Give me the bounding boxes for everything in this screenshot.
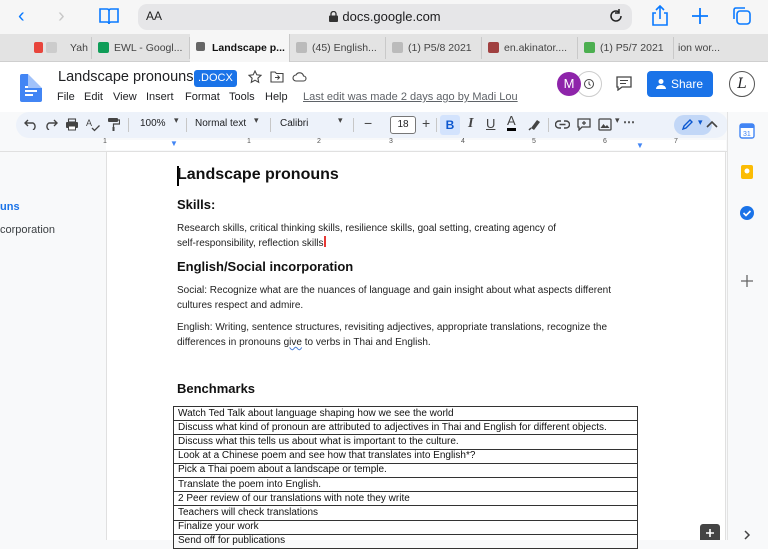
share-label: Share: [671, 77, 704, 91]
menu-view[interactable]: View: [113, 91, 137, 103]
paragraph-style-select[interactable]: Normal text: [195, 118, 247, 129]
svg-text:A: A: [86, 118, 93, 128]
insert-link-icon[interactable]: [555, 120, 570, 129]
italic-button[interactable]: I: [468, 116, 474, 131]
user-avatar[interactable]: M: [557, 72, 581, 96]
table-row: [174, 421, 638, 435]
tab-label: EWL - Googl...: [114, 42, 183, 54]
table-cell[interactable]: Send off for publications: [174, 534, 638, 548]
menu-tools[interactable]: Tools: [229, 91, 255, 103]
document-heading[interactable]: Landscape pronouns: [177, 166, 339, 183]
url-text: docs.google.com: [138, 9, 632, 24]
toolbar-divider: [548, 118, 549, 132]
menu-edit[interactable]: Edit: [84, 91, 103, 103]
tab-ewl[interactable]: [92, 37, 190, 59]
outline-item-heading[interactable]: uns: [0, 201, 20, 213]
toolbar-divider: [186, 118, 187, 132]
tab-p5-7[interactable]: [578, 37, 674, 59]
tab-favicon-icon: [584, 42, 595, 53]
tab-label: (45) English...: [312, 42, 377, 54]
table-cell[interactable]: Look at a Chinese poem and see how that translates into English*?: [174, 449, 638, 463]
yahoo-favicon-icon: [34, 42, 43, 53]
english-paragraph[interactable]: [177, 320, 625, 350]
table-row: [174, 463, 638, 477]
table-cell[interactable]: Translate the poem into English.: [174, 477, 638, 491]
ruler-number: 6: [603, 138, 607, 145]
table-row: [174, 407, 638, 421]
document-title[interactable]: Landscape pronouns: [58, 69, 194, 85]
text-color-button[interactable]: A: [507, 114, 516, 131]
tab-label: en.akinator....: [504, 42, 568, 54]
add-comment-icon[interactable]: [577, 118, 591, 131]
address-bar[interactable]: [138, 4, 632, 30]
docs-logo-icon[interactable]: [20, 74, 42, 102]
person-add-icon: [655, 78, 667, 90]
ruler-number: 7: [674, 138, 678, 145]
tab-label: (1) P5/8 2021: [408, 42, 472, 54]
explore-icon: [705, 528, 715, 538]
tasks-icon[interactable]: [739, 205, 755, 221]
skills-paragraph[interactable]: [177, 221, 625, 251]
table-row: [174, 534, 638, 548]
zoom-select[interactable]: 100%: [140, 118, 166, 129]
move-folder-icon[interactable]: [270, 70, 284, 83]
tab-favicon-icon: [46, 42, 57, 53]
tab-landscape-pronouns[interactable]: [190, 34, 290, 62]
star-icon[interactable]: [248, 70, 262, 84]
close-tab-icon[interactable]: [196, 42, 205, 51]
ruler-number: 1: [247, 138, 251, 145]
ruler: [0, 138, 727, 152]
ruler-number: 3: [389, 138, 393, 145]
chevron-down-icon[interactable]: ▾: [338, 115, 343, 125]
tabs-overview-icon[interactable]: [732, 6, 752, 26]
explore-button[interactable]: [700, 524, 720, 540]
increase-font-size-button[interactable]: +: [422, 115, 431, 131]
table-cell[interactable]: Watch Ted Talk about language shaping how we see the world: [174, 407, 638, 421]
forward-icon[interactable]: ›: [58, 5, 65, 27]
table-cell[interactable]: Teachers will check translations: [174, 506, 638, 520]
table-cell[interactable]: 2 Peer review of our translations with note they write: [174, 492, 638, 506]
insert-image-icon[interactable]: [598, 118, 612, 131]
skills-line-2: self-responsibility, reflection skills: [177, 238, 324, 249]
paint-format-icon[interactable]: [107, 117, 120, 132]
tab-akinator[interactable]: [482, 37, 578, 59]
toolbar-divider: [128, 118, 129, 132]
chevron-down-icon[interactable]: ▾: [615, 115, 620, 125]
collaborator-cursor: [324, 236, 326, 247]
chevron-down-icon: ▾: [698, 117, 703, 127]
menu-insert[interactable]: Insert: [146, 91, 174, 103]
tab-english[interactable]: [290, 37, 386, 59]
skills-heading[interactable]: Skills:: [177, 197, 216, 212]
tab-label: Yah: [70, 42, 88, 54]
tab-label: Landscape p...: [212, 42, 285, 54]
english-text-start: English: Writing, sentence structures, revisiting adjectives, appropriate translations, recognize the differences in pronouns: [177, 322, 608, 348]
browser-toolbar: [0, 0, 768, 34]
right-indent-marker-icon[interactable]: ▼: [636, 141, 644, 150]
new-tab-icon[interactable]: [691, 7, 709, 25]
english-text-end: to verbs in Thai and English.: [301, 337, 431, 348]
table-cell[interactable]: Pick a Thai poem about a landscape or temple.: [174, 463, 638, 477]
document-page[interactable]: [106, 152, 726, 547]
spellcheck-icon[interactable]: [86, 117, 101, 132]
akinator-favicon-icon: [488, 42, 499, 53]
tab-favicon-icon: [296, 42, 307, 53]
menu-file[interactable]: File: [57, 91, 75, 103]
skills-line-1: Research skills, critical thinking skills, resilience skills, goal setting, creating agency of: [177, 223, 557, 234]
tab-label: (1) P5/7 2021: [600, 42, 664, 54]
more-options-icon[interactable]: ⋯: [623, 115, 635, 129]
redo-icon[interactable]: [44, 119, 58, 130]
formatting-toolbar: [16, 112, 728, 138]
last-edit-link[interactable]: Last edit was made 2 days ago by Madi Lou: [303, 91, 518, 103]
undo-icon[interactable]: [24, 119, 38, 130]
table-row: [174, 435, 638, 449]
font-select[interactable]: Calibri: [280, 118, 309, 129]
table-cell[interactable]: Finalize your work: [174, 520, 638, 534]
table-cell[interactable]: Discuss what kind of pronoun are attributed to adjectives in Thai and English for different objects.: [174, 421, 638, 435]
docs-header: [0, 62, 768, 112]
toolbar-divider: [436, 118, 437, 132]
comments-icon[interactable]: [616, 76, 632, 91]
outline-item-incorporation[interactable]: corporation: [0, 224, 56, 236]
add-addon-icon[interactable]: [740, 274, 754, 288]
show-side-panel-icon[interactable]: [743, 530, 751, 540]
pencil-icon: [681, 119, 693, 131]
tab-word[interactable]: [674, 37, 768, 59]
drive-icon: [98, 42, 109, 53]
ruler-number: 1: [103, 138, 107, 145]
share-button[interactable]: [647, 71, 713, 97]
table-cell[interactable]: Discuss what this tells us about what is important to the culture.: [174, 435, 638, 449]
file-type-badge: .DOCX: [194, 70, 237, 87]
share-icon[interactable]: [650, 5, 670, 27]
document-outline: [0, 152, 106, 540]
ruler-number: 2: [317, 138, 321, 145]
keep-icon[interactable]: [739, 164, 755, 180]
collapse-toolbar-icon[interactable]: [706, 120, 718, 128]
underline-button[interactable]: U: [486, 116, 496, 131]
ruler-number: 4: [461, 138, 465, 145]
history-icon: [583, 78, 595, 90]
chevron-down-icon[interactable]: ▾: [254, 115, 259, 125]
social-paragraph[interactable]: Social: Recognize what are the nuances of language and gain insight about what aspects different cultures respect and admire.: [177, 285, 611, 311]
benchmarks-table[interactable]: [173, 406, 638, 549]
svg-text:31: 31: [743, 131, 751, 138]
bold-button[interactable]: B: [440, 115, 460, 135]
bookmarks-icon[interactable]: [98, 7, 120, 25]
toolbar-divider: [353, 118, 354, 132]
text-size-button[interactable]: AA: [146, 9, 163, 23]
table-row: [174, 449, 638, 463]
reload-icon[interactable]: [608, 8, 624, 24]
benchmarks-heading[interactable]: Benchmarks: [177, 381, 256, 396]
table-row: [174, 477, 638, 491]
decrease-font-size-button[interactable]: −: [364, 115, 373, 131]
side-panel: [727, 112, 768, 540]
highlight-color-icon[interactable]: [528, 118, 541, 131]
ruler-number: 5: [532, 138, 536, 145]
tab-yahoo[interactable]: [30, 37, 92, 59]
tab-favicon-icon: [392, 42, 403, 53]
ruler-track: [106, 140, 726, 150]
menu-format[interactable]: Format: [185, 91, 220, 103]
lock-icon: [329, 11, 338, 22]
print-icon[interactable]: [65, 118, 79, 131]
calendar-icon[interactable]: [739, 123, 755, 139]
back-icon[interactable]: ‹: [18, 5, 25, 27]
section-heading[interactable]: English/Social incorporation: [177, 259, 354, 274]
tab-p5-8[interactable]: [386, 37, 482, 59]
tab-label: ion wor...: [678, 42, 721, 54]
chevron-down-icon[interactable]: ▾: [174, 115, 179, 125]
font-size-input[interactable]: 18: [390, 116, 416, 134]
account-avatar[interactable]: L: [729, 71, 755, 97]
cloud-saved-icon[interactable]: [292, 71, 307, 82]
table-row: [174, 492, 638, 506]
indent-marker-icon[interactable]: ▼: [170, 139, 178, 148]
menu-help[interactable]: Help: [265, 91, 288, 103]
toolbar-divider: [270, 118, 271, 132]
table-row: [174, 520, 638, 534]
tab-strip: [0, 34, 768, 62]
spelling-suggestion[interactable]: give: [283, 337, 302, 348]
table-row: [174, 506, 638, 520]
